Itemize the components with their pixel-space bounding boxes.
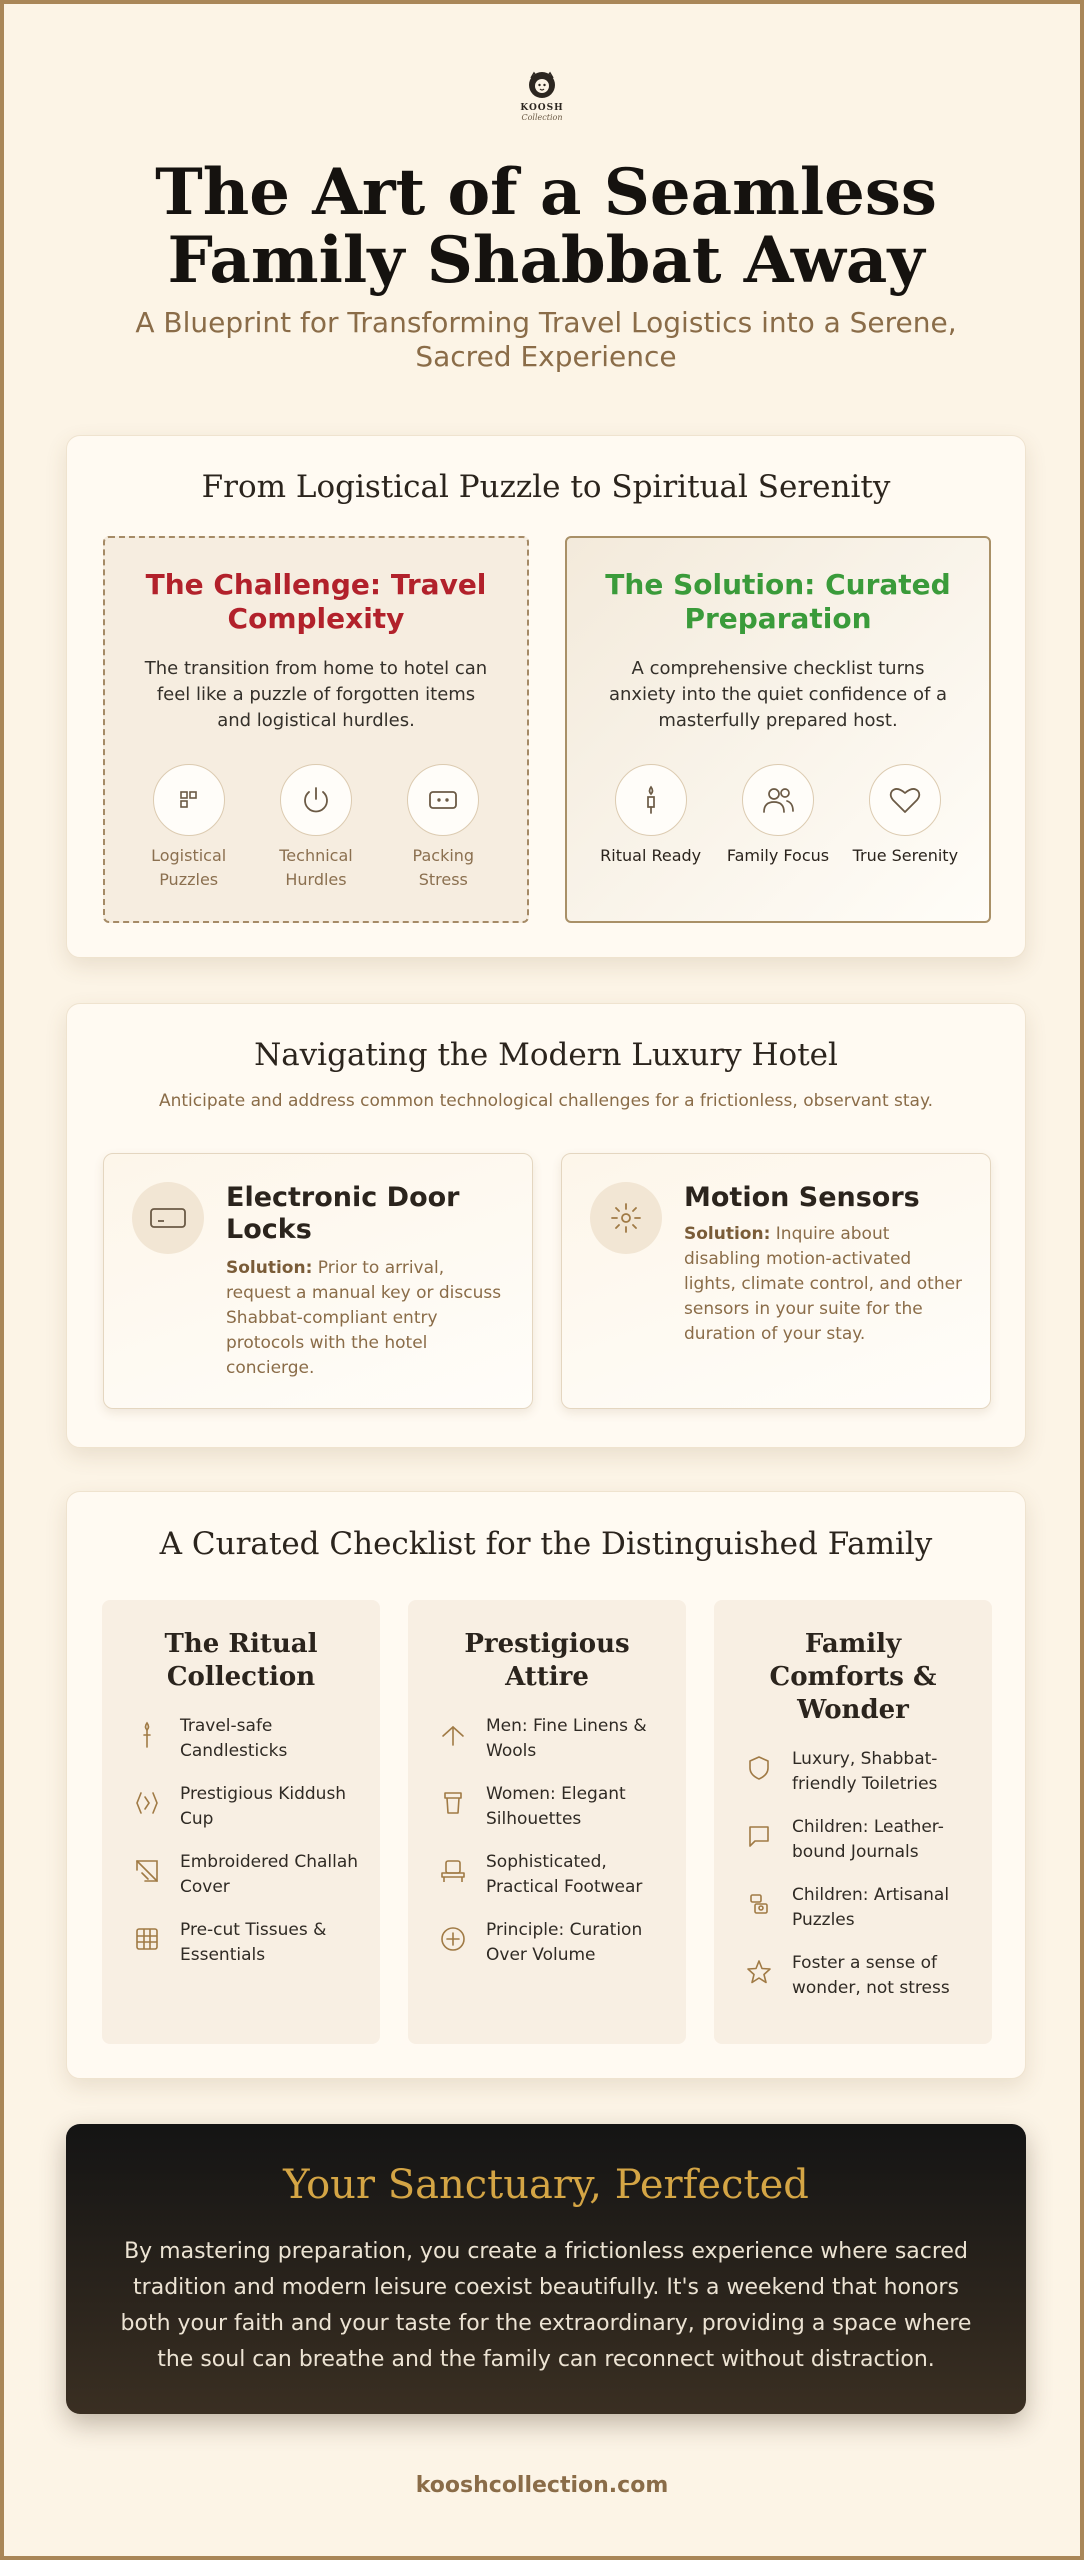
section-luxury-hotel — [66, 1003, 1026, 1448]
column-title: The Ritual Collection — [164, 1629, 318, 1692]
checklist-item — [408, 1918, 686, 1968]
checklist-item — [408, 1782, 686, 1832]
checklist-column-ritual — [102, 1600, 380, 2044]
label-line-2: Stress — [418, 870, 468, 889]
candle-icon — [641, 784, 661, 816]
title-line-2: Family Shabbat Away — [167, 223, 925, 298]
solution-item-ritual — [591, 764, 711, 868]
checklist-item — [102, 1918, 380, 1968]
puzzle-icon — [178, 789, 200, 811]
banner-title: Your Sanctuary, Perfected — [283, 2162, 809, 2208]
item-text: Principle: Curation Over Volume — [486, 1920, 643, 1965]
section-checklist — [66, 1491, 1026, 2079]
checklist-item — [102, 1714, 380, 1764]
challenge-item-hurdles — [256, 764, 376, 892]
solution-label: Family Focus — [726, 846, 830, 865]
solution-text: Inquire about disabling motion-activated lights, climate control, and other sensors in your suite for the duration of your stay. — [684, 1224, 963, 1344]
sanctuary-banner — [66, 2124, 1026, 2414]
section-title: A Curated Checklist for the Distinguished Family — [159, 1526, 933, 1562]
checklist-item — [102, 1782, 380, 1832]
star-icon — [745, 1958, 773, 1986]
checklist-item — [408, 1714, 686, 1764]
heart-icon — [888, 785, 922, 815]
dress-icon — [442, 1790, 464, 1816]
page-subtitle: A Blueprint for Transforming Travel Logistics into a Serene, Sacred Experience — [135, 306, 957, 373]
power-icon — [300, 784, 332, 816]
section-title: From Logistical Puzzle to Spiritual Serenity — [201, 469, 891, 505]
item-text: Sophisticated, Practical Footwear — [486, 1852, 643, 1897]
plus-circle-icon — [440, 1926, 466, 1952]
label-line-1: Logistical — [151, 846, 227, 865]
label-line-1: Packing — [412, 846, 475, 865]
challenge-text: The transition from home to hotel can feel like a puzzle of forgotten items and logistical hurdles. — [144, 658, 488, 731]
page-title — [64, 155, 1028, 298]
label-line-2: Puzzles — [159, 870, 219, 889]
column-title: Family Comforts & Wonder — [769, 1629, 937, 1725]
item-text: Embroidered Challah Cover — [180, 1852, 359, 1897]
solution-text: Prior to arrival, request a manual key or discuss Shabbat-compliant entry protocols with the hotel concierge. — [226, 1258, 502, 1378]
solution-label: Solution: — [226, 1258, 313, 1278]
shield-icon — [747, 1755, 771, 1781]
label-line-1: Technical — [279, 846, 353, 865]
tech-card-door-locks — [103, 1153, 533, 1409]
footer-site-link[interactable]: kooshcollection.com — [415, 2473, 669, 2498]
item-text: Prestigious Kiddush Cup — [180, 1784, 347, 1829]
solution-text: A comprehensive checklist turns anxiety into the quiet confidence of a masterfully prepared host. — [608, 658, 948, 731]
section-lead: Anticipate and address common technological challenges for a frictionless, observant stay. — [158, 1091, 933, 1111]
checklist-item — [408, 1850, 686, 1900]
challenge-title: The Challenge: Travel Complexity — [145, 568, 487, 635]
brand-name: KOOSH — [520, 103, 564, 113]
solution-item-family — [718, 764, 838, 868]
label-line-2: Hurdles — [285, 870, 347, 889]
checklist-item — [714, 1815, 992, 1865]
checklist-item — [102, 1850, 380, 1900]
challenge-item-puzzles — [129, 764, 249, 892]
item-text: Foster a sense of wonder, not stress — [792, 1953, 950, 1998]
section-puzzle-to-serenity — [66, 435, 1026, 958]
puzzle-piece-icon — [747, 1892, 771, 1916]
item-text: Men: Fine Linens & Wools — [486, 1716, 647, 1761]
grid-icon — [135, 1927, 159, 1951]
checklist-item — [714, 1883, 992, 1933]
column-title: Prestigious Attire — [464, 1629, 630, 1692]
tech-text — [684, 1222, 966, 1347]
shoe-icon — [439, 1858, 467, 1884]
banner-text: By mastering preparation, you create a frictionless experience where sacred tradition and modern leisure coexist beautifully. It's a weekend that honors both your faith and your taste for the extraordinary, providing a space where the soul can breathe and the family can reconnect without distraction. — [120, 2239, 972, 2372]
challenge-panel — [103, 536, 529, 923]
cloth-icon — [134, 1858, 160, 1884]
lion-icon — [527, 70, 557, 102]
sensor-icon — [608, 1200, 644, 1236]
solution-label: True Serenity — [852, 846, 959, 865]
suitcase-icon — [428, 789, 458, 811]
solution-label: Solution: — [684, 1224, 771, 1244]
checklist-item — [714, 1747, 992, 1797]
candle-icon — [139, 1721, 155, 1749]
checklist-column-attire — [408, 1600, 686, 2044]
brand-logo — [4, 70, 1080, 122]
item-text: Children: Artisanal Puzzles — [792, 1885, 950, 1930]
solution-title: The Solution: Curated Preparation — [605, 568, 951, 635]
solution-label: Ritual Ready — [600, 846, 702, 865]
cup-icon — [133, 1790, 161, 1816]
brand-subname: Collection — [521, 113, 563, 122]
challenge-item-stress — [383, 764, 503, 892]
family-icon — [761, 785, 795, 815]
tech-card-motion-sensors — [561, 1153, 991, 1409]
title-line-1: The Art of a Seamless — [155, 155, 937, 230]
section-title: Navigating the Modern Luxury Hotel — [254, 1037, 838, 1073]
checklist-column-family — [714, 1600, 992, 2044]
keycard-icon — [149, 1206, 187, 1230]
hanger-icon — [440, 1723, 466, 1747]
item-text: Travel-safe Candlesticks — [180, 1716, 288, 1761]
item-text: Luxury, Shabbat-friendly Toiletries — [792, 1749, 938, 1794]
journal-icon — [747, 1824, 771, 1848]
item-text: Children: Leather-bound Journals — [792, 1817, 944, 1862]
solution-item-serenity — [845, 764, 965, 868]
tech-title: Motion Sensors — [684, 1182, 920, 1213]
tech-title: Electronic Door Locks — [226, 1182, 460, 1245]
item-text: Pre-cut Tissues & Essentials — [180, 1920, 327, 1965]
checklist-item — [714, 1951, 992, 2001]
item-text: Women: Elegant Silhouettes — [486, 1784, 626, 1829]
solution-panel — [565, 536, 991, 923]
tech-text — [226, 1256, 508, 1381]
